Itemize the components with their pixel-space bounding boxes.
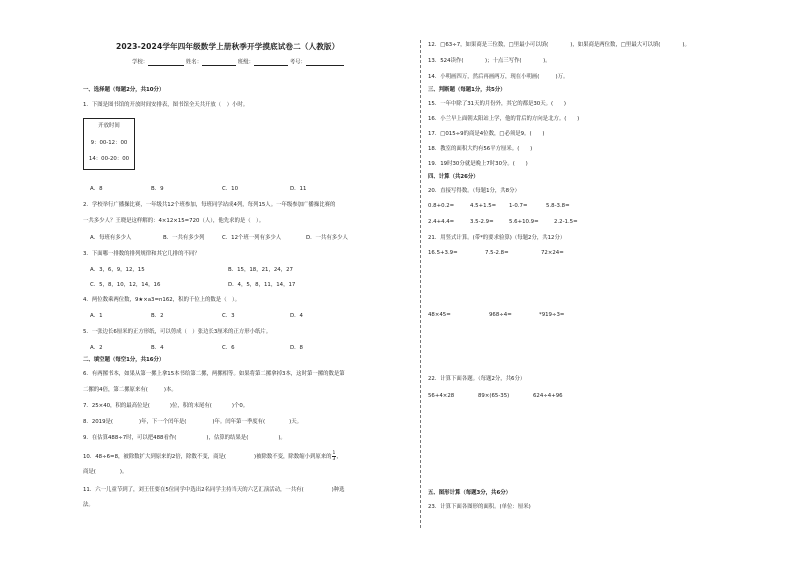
question-3: 3．下面哪一排数的排列规律和其它几排的不同？: [83, 251, 200, 257]
question-10-cont: 商是( )。: [83, 469, 128, 475]
student-info-line: [132, 60, 344, 66]
question-17: 17．□015÷9的商是4位数，□必须是9。( ): [428, 131, 545, 137]
q4-option-b[interactable]: B．2: [151, 313, 164, 319]
question-6-cont: 二摞的4倍，第二摞原来有( )本。: [83, 387, 177, 393]
mixed-calc-item: 56+4×28: [428, 393, 455, 399]
question-23: 23．计算下面各图形的面积。(单位：厘米): [428, 504, 531, 510]
class-blank[interactable]: [254, 60, 288, 66]
question-5: 5．一张边长6厘米的正方形纸，可以剪成（ ）张边长3厘米的正方形小纸片。: [83, 329, 272, 335]
mixed-calc-item: 89×(65-35): [478, 393, 510, 399]
question-7: 7．25×40，积的最高位是( )位，积的末尾有( )个0。: [83, 403, 249, 409]
question-18: 18．教室的面积大约有56平方厘米。( ): [428, 146, 533, 152]
section-fill-title: 二、填空题（每空1分，共16分）: [83, 357, 165, 363]
question-2: 2．学校举行广播操比赛，一年级共12个班参加，每班同学站成4列，每列15人。一年级参加广播操比赛的: [83, 202, 336, 208]
name-blank[interactable]: [202, 60, 236, 66]
school-label: 学校：: [132, 59, 149, 66]
exam-no-blank[interactable]: [306, 60, 344, 66]
column-divider: [420, 40, 421, 528]
section-judge-title: 三、判断题（每题1分，共5分）: [428, 87, 506, 93]
calc-item: 3.5-2.9=: [470, 219, 494, 225]
table-row: 9：00-12：00: [90, 140, 128, 146]
vertical-calc-item: 72×24=: [541, 250, 564, 256]
question-14: 14．小明画四万，然后再画两万，现在小明画( )万。: [428, 74, 569, 80]
mixed-calc-item: 624÷4+96: [533, 393, 563, 399]
vertical-calc-item: 7.5-2.8=: [485, 250, 509, 256]
class-label: 班级：: [237, 59, 254, 66]
question-22: 22．计算下面各题。（每题2分，共6分）: [428, 376, 526, 382]
table-header: 开放时间: [98, 123, 120, 129]
calc-item: 2.2-1.5=: [554, 219, 578, 225]
exam-no-label: 考号：: [289, 59, 306, 66]
q4-option-d[interactable]: D．4: [290, 313, 303, 319]
question-21: 21．用竖式计算。(带*的要求验算)（每题2分，共12分）: [428, 235, 566, 241]
question-20: 20．直接写得数。（每题1分，共8分）: [428, 188, 520, 194]
question-8: 8．2019是( )年，下一个闰年是( )年。闰年第一季度有( )天。: [83, 419, 303, 425]
question-12: 12．□63÷7，如果商是三位数，□里最小可以填( )，如果商是两位数，□里最大可以填( )。: [428, 42, 690, 48]
question-4: 4．两位数乘两位数，9★×a3=n162，积的千位上的数是（ ）。: [83, 297, 241, 303]
page-title: 2023-2024学年四年级数学上册秋季开学摸底试卷二（人教版）: [116, 42, 340, 51]
q1-option-c[interactable]: C．10: [222, 186, 239, 192]
q5-option-a[interactable]: A．2: [90, 345, 103, 351]
vertical-calc-item: 968÷4=: [489, 312, 512, 318]
q2-option-c[interactable]: C．12个班一列有多少人: [222, 235, 282, 241]
q1-option-a[interactable]: A．8: [90, 186, 103, 192]
calc-item: 5.8-3.8=: [546, 203, 570, 209]
q2-option-a[interactable]: A．每班有多少人: [90, 235, 132, 241]
fraction-one-third: $\frac{1}{3}$: [332, 451, 336, 462]
question-19: 19．19时30分就是晚上7时30分。( ): [428, 161, 528, 167]
q3-option-b[interactable]: B．15，18，21，24，27: [228, 267, 293, 273]
question-13: 13．524读作( )；十点三写作( )。: [428, 58, 551, 64]
section-choice-title: 一、选择题（每题2分，共10分）: [83, 87, 165, 93]
calc-item: 4.5+1.5=: [470, 203, 497, 209]
q5-option-b[interactable]: B．4: [151, 345, 164, 351]
calc-item: 1-0.7=: [509, 203, 528, 209]
q3-option-d[interactable]: D．4，5，8，11，14，17: [228, 282, 296, 288]
calc-item: 2.4+4.4=: [428, 219, 455, 225]
school-blank[interactable]: [148, 60, 184, 66]
section-calc-title: 四、计算（共26分）: [428, 174, 479, 180]
question-15: 15．一年中除了31天的月份外，其它的都是30天。( ): [428, 101, 566, 107]
vertical-calc-item: *919÷3=: [539, 312, 565, 318]
question-2-cont: 一共多少人？王晓是这样解的：4×12×15=720（人），他先求的是（ ）。: [83, 218, 265, 224]
q4-option-c[interactable]: C．3: [222, 313, 235, 319]
q2-option-b[interactable]: B．一共有多少列: [163, 235, 205, 241]
q1-option-d[interactable]: D．11: [290, 186, 307, 192]
name-label: 姓名：: [185, 59, 203, 66]
question-9: 9．在估算488÷7时，可以把488看作( )，估算的结果是( )。: [83, 435, 286, 441]
question-16: 16．小兰早上面朝太阳站上学，他的背后的方向是北方。( ): [428, 116, 580, 122]
q1-option-b[interactable]: B．9: [151, 186, 164, 192]
q2-option-d[interactable]: D．一共有多少人: [306, 235, 348, 241]
q3-option-c[interactable]: C．5，8，10，12，14，16: [90, 282, 161, 288]
question-10: 10．48÷6=8，被除数扩大到原来的2倍，除数不变，商是( )被除数不变，除数缩小到原来的 $\frac{1}{3}$ ，: [83, 451, 342, 462]
q5-option-c[interactable]: C．6: [222, 345, 235, 351]
vertical-calc-item: 16.5+3.9=: [428, 250, 458, 256]
vertical-calc-item: 48×45=: [428, 312, 451, 318]
calc-item: 0.8+0.2=: [428, 203, 455, 209]
section-geometry-title: 五、图形计算（每题3分，共6分）: [428, 490, 511, 496]
q3-option-a[interactable]: A．3，6，9，12，15: [90, 267, 145, 273]
question-11-cont: 法。: [83, 502, 94, 508]
q5-option-d[interactable]: D．8: [290, 345, 303, 351]
table-row: 14：00-20：00: [88, 156, 130, 162]
calc-item: 5.6+10.9=: [509, 219, 539, 225]
question-1: 1．下图是图书馆的开放时间安排表，图书馆全天共开放（ ）小时。: [83, 102, 249, 108]
q4-option-a[interactable]: A．1: [90, 313, 103, 319]
opening-hours-table: [83, 118, 135, 170]
question-6: 6．有两摞书本，如果从第一摞上拿15本书给第二摞，两摞相等。如果将第二摞拿掉3本，这时第一摞的数是第: [83, 371, 345, 377]
question-11: 11．六一儿童节到了，刘王任要在5位同学中选出2名同学主持当天的六艺汇演活动，一共有( )种选: [83, 487, 345, 493]
